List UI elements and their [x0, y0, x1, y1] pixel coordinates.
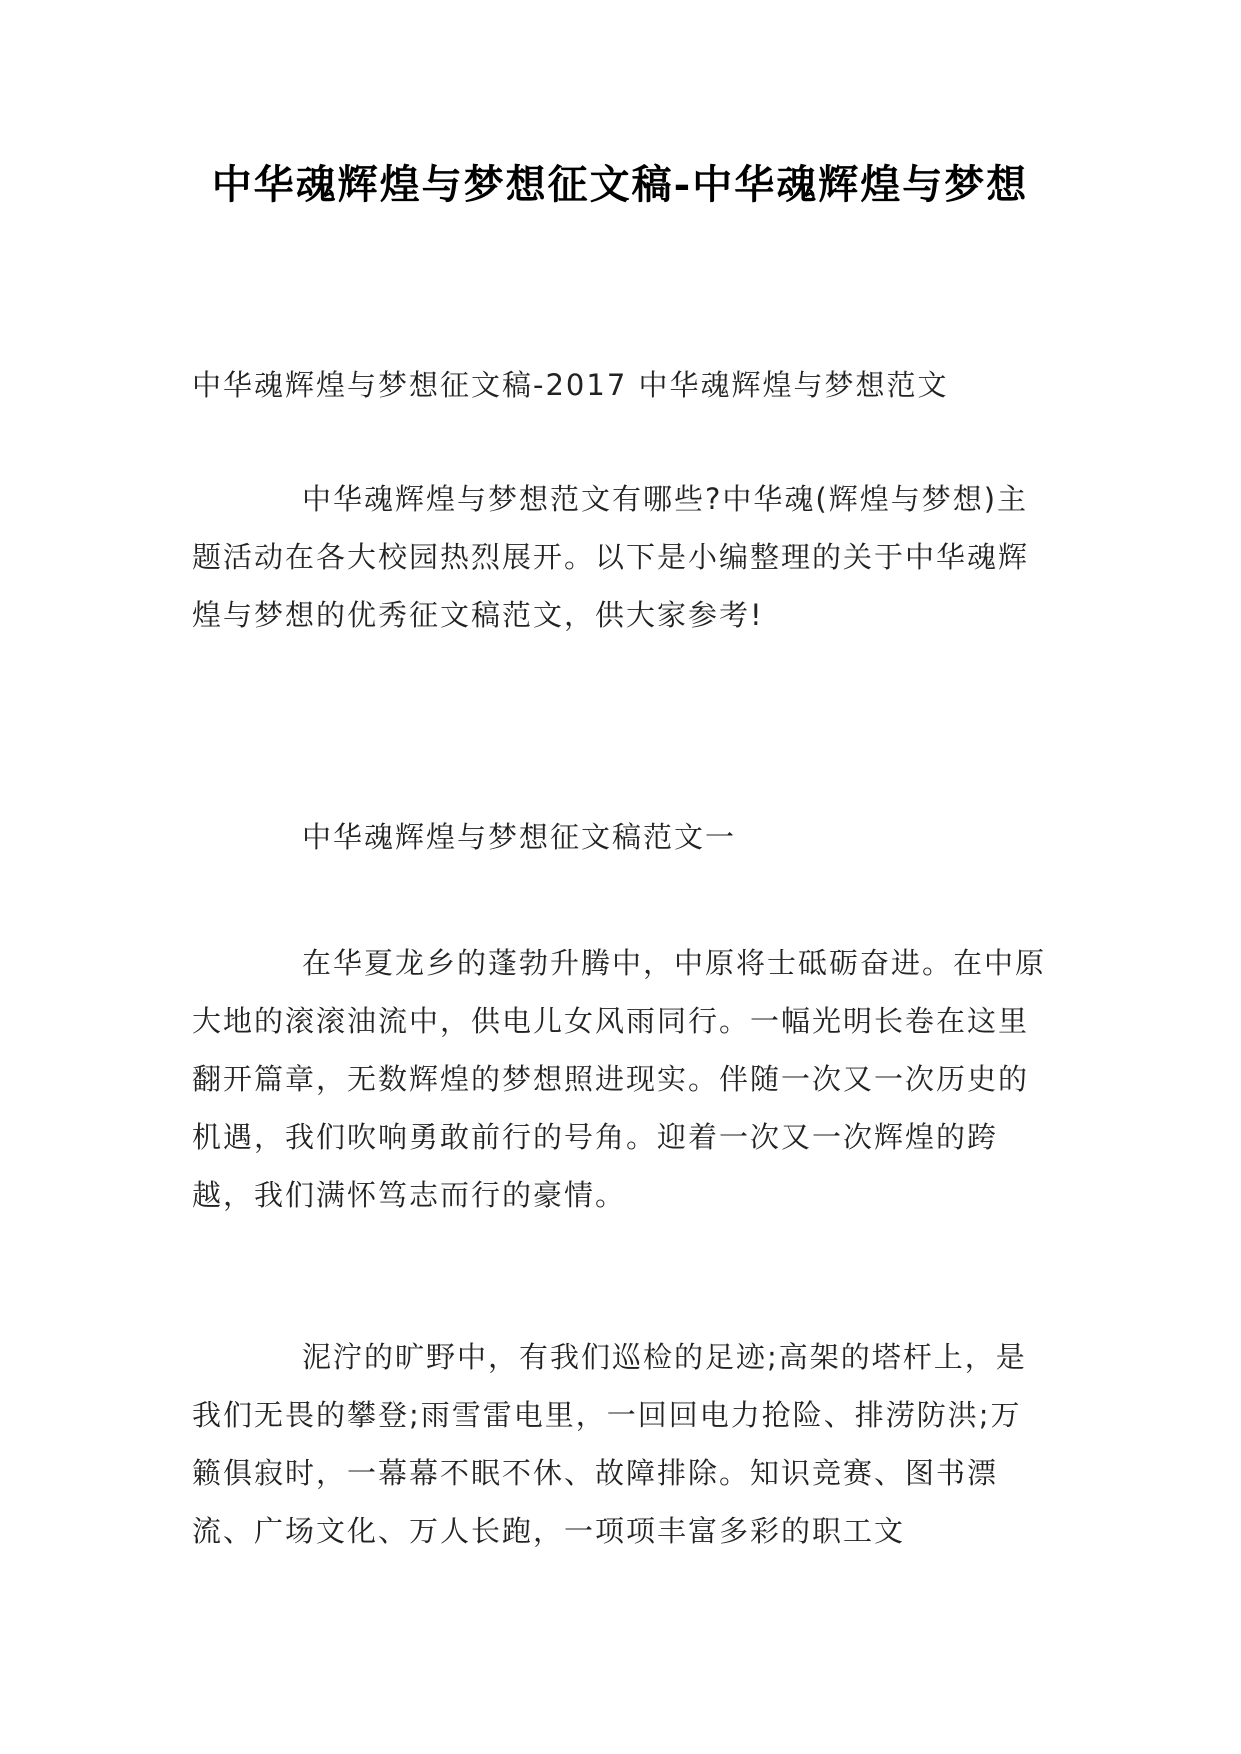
body-paragraph: 泥泞的旷野中，有我们巡检的足迹;高架的塔杆上，是我们无畏的攀登;雨雪雷电里，一回回电力抢险、排涝防洪;万籁俱寂时，一幕幕不眠不休、故障排除。知识竞赛、图书漂流、广场文化、万人长跑，一项项丰富多彩的职工文: [192, 1340, 1027, 1548]
document-title: 中华魂辉煌与梦想征文稿-中华魂辉煌与梦想: [211, 161, 1029, 208]
document-subtitle: 中华魂辉煌与梦想征文稿-2017 中华魂辉煌与梦想范文: [192, 368, 949, 402]
section-heading: 中华魂辉煌与梦想征文稿范文一: [302, 820, 737, 854]
body-paragraph: 在华夏龙乡的蓬勃升腾中，中原将士砥砺奋进。在中原大地的滚滚油流中，供电儿女风雨同行。一幅光明长卷在这里翻开篇章，无数辉煌的梦想照进现实。伴随一次又一次历史的机遇，我们吹响勇敢前行的号角。迎着一次又一次辉煌的跨越，我们满怀笃志而行的豪情。: [192, 946, 1047, 1212]
intro-paragraph: 中华魂辉煌与梦想范文有哪些?中华魂(辉煌与梦想)主题活动在各大校园热烈展开。以下是小编整理的关于中华魂辉煌与梦想的优秀征文稿范文，供大家参考!: [192, 482, 1030, 632]
